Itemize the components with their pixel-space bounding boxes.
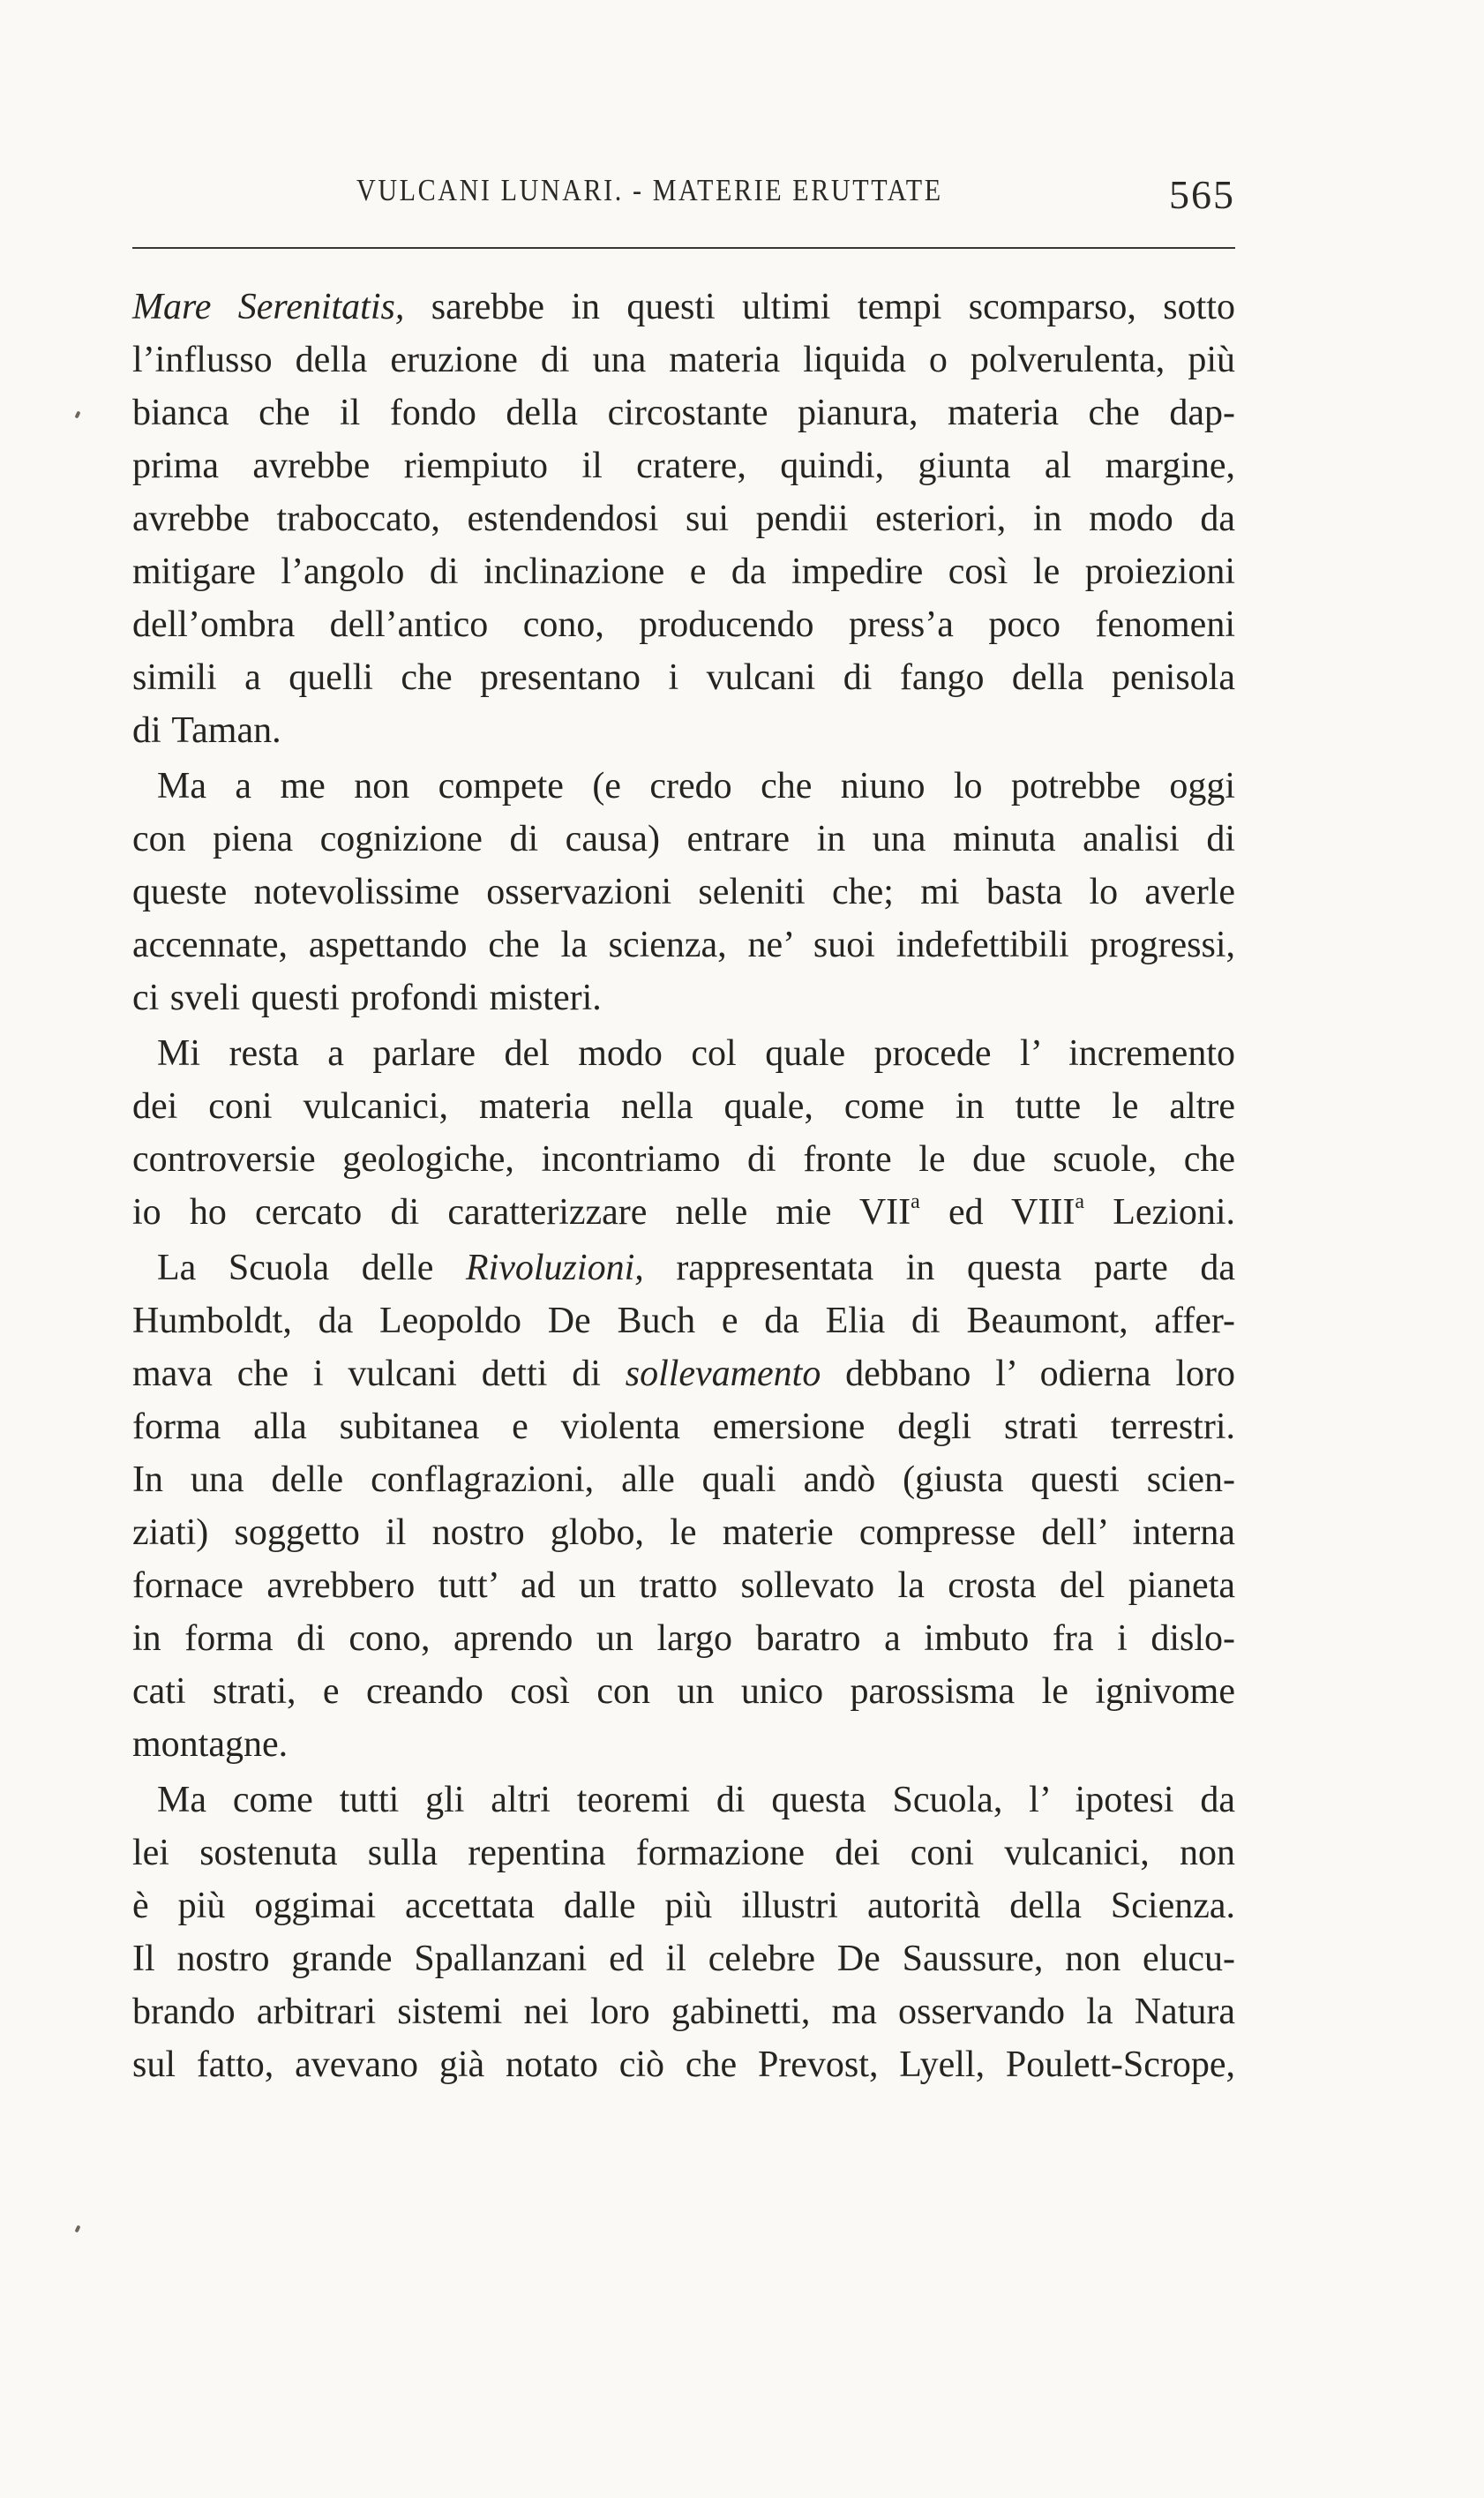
running-title: VULCANI LUNARI. - MATERIE ERUTTATE (356, 173, 943, 207)
text-span: Ma come tutti gli altri teoremi di questa Scuola, l’ ipotesi da (157, 1780, 1235, 1820)
text-line (132, 1827, 1235, 1879)
text-line (132, 1400, 1235, 1453)
text-line (132, 919, 1235, 971)
paragraph-start-line (132, 760, 1235, 813)
text-span: controversie geologiche, incontriamo di fronte le due scuole, che (132, 1139, 1235, 1180)
text-line (132, 598, 1235, 651)
italic-term: Mare Serenitatis, (132, 287, 405, 327)
text-span: è più oggimai accettata dalle più illustri autorità della Scienza. (132, 1886, 1235, 1926)
text-span: Lezioni. (1084, 1192, 1235, 1233)
text-span: mitigare l’angolo di inclinazione e da impedire così le proiezioni (132, 551, 1235, 592)
text-span: io ho cercato di caratterizzare nelle mie VII (132, 1192, 911, 1233)
text-line (132, 1559, 1235, 1612)
body-text (132, 281, 1235, 2091)
header-rule (132, 247, 1235, 249)
text-span: ed VIII (919, 1192, 1076, 1233)
text-span: brando arbitrari sistemi nei loro gabinetti, ma osservando la Natura (132, 1992, 1235, 2032)
text-line (132, 439, 1235, 492)
italic-term: sollevamento (625, 1354, 821, 1394)
ink-speck (74, 2225, 80, 2233)
text-line (132, 866, 1235, 919)
italic-term: Rivoluzioni, (465, 1248, 644, 1288)
text-line (132, 545, 1235, 598)
text-line (132, 1453, 1235, 1506)
text-span: Il nostro grande Spallanzani ed il celebre De Saussure, non elucu- (132, 1939, 1235, 1979)
text-line (132, 334, 1235, 386)
running-head (0, 173, 1484, 226)
paragraph-start-line (132, 1774, 1235, 1827)
text-line (132, 1612, 1235, 1665)
text-span: sul fatto, avevano già notato ciò che Prevost, Lyell, Poulett-Scrope, (132, 2044, 1235, 2085)
text-span: dei coni vulcanici, materia nella quale, come in tutte le altre (132, 1086, 1235, 1127)
text-line (132, 1133, 1235, 1186)
text-span: bianca che il fondo della circostante pianura, materia che dap- (132, 393, 1235, 433)
text-span: In una delle conflagrazioni, alle quali andò (giusta questi scien- (132, 1459, 1235, 1500)
text-span: debbano l’ odierna loro (821, 1354, 1235, 1394)
text-span: cati strati, e creando così con un unico parossisma le ignivome (132, 1671, 1235, 1712)
text-span: Ma a me non compete (e credo che niuno lo potrebbe oggi (157, 766, 1235, 806)
text-span: sarebbe in questi ultimi tempi scomparso, sotto (404, 287, 1235, 327)
paragraph-start-line (132, 1241, 1235, 1294)
text-line (132, 1879, 1235, 1932)
text-line (132, 281, 1235, 334)
text-line (132, 651, 1235, 704)
text-span: La Scuola delle (157, 1248, 466, 1288)
text-line (132, 1186, 1235, 1239)
text-line (132, 1347, 1235, 1400)
text-span: dell’ombra dell’antico cono, producendo press’a poco fenomeni (132, 604, 1235, 645)
text-span: forma alla subitanea e violenta emersione degli strati terrestri. (132, 1407, 1235, 1447)
text-line (132, 386, 1235, 439)
text-span: lei sostenuta sulla repentina formazione dei coni vulcanici, non (132, 1833, 1235, 1873)
text-line (132, 492, 1235, 545)
text-line (132, 1294, 1235, 1347)
text-line (132, 813, 1235, 866)
text-span: di Taman. (132, 710, 281, 751)
text-line (132, 1985, 1235, 2038)
text-span: prima avrebbe riempiuto il cratere, quindi, giunta al margine, (132, 446, 1235, 486)
text-line (132, 1506, 1235, 1559)
text-span: simili a quelli che presentano i vulcani di fango della penisola (132, 657, 1235, 698)
text-line (132, 1080, 1235, 1133)
superscript: a (1075, 1190, 1085, 1213)
superscript: a (911, 1190, 920, 1213)
text-span: queste notevolissime osservazioni seleniti che; mi basta lo averle (132, 872, 1235, 912)
text-span: fornace avrebbero tutt’ ad un tratto sollevato la crosta del pianeta (132, 1565, 1235, 1606)
text-span: l’influsso della eruzione di una materia liquida o polverulenta, più (132, 340, 1235, 380)
page-number: 565 (1169, 172, 1235, 217)
text-span: mava che i vulcani detti di (132, 1354, 626, 1394)
text-span: ziati) soggetto il nostro globo, le materie compresse dell’ interna (132, 1512, 1235, 1553)
text-span: Mi resta a parlare del modo col quale procede l’ incremento (157, 1033, 1235, 1074)
text-span: con piena cognizione di causa) entrare in una minuta analisi di (132, 819, 1235, 859)
text-line (132, 971, 1235, 1024)
text-span: in forma di cono, aprendo un largo baratro a imbuto fra i dislo- (132, 1618, 1235, 1659)
text-line (132, 1718, 1235, 1771)
text-span: montagne. (132, 1724, 289, 1765)
paragraph-start-line (132, 1027, 1235, 1080)
text-span: rappresentata in questa parte da (643, 1248, 1235, 1288)
text-line (132, 704, 1235, 757)
text-span: Humboldt, da Leopoldo De Buch e da Elia di Beaumont, affer- (132, 1301, 1235, 1341)
text-line (132, 2038, 1235, 2091)
text-line (132, 1665, 1235, 1718)
text-span: accennate, aspettando che la scienza, ne’ suoi indefettibili progressi, (132, 925, 1235, 965)
ink-speck (74, 411, 80, 419)
text-span: ci sveli questi profondi misteri. (132, 978, 602, 1018)
text-line (132, 1932, 1235, 1985)
text-span: avrebbe traboccato, estendendosi sui pendii esteriori, in modo da (132, 499, 1235, 539)
